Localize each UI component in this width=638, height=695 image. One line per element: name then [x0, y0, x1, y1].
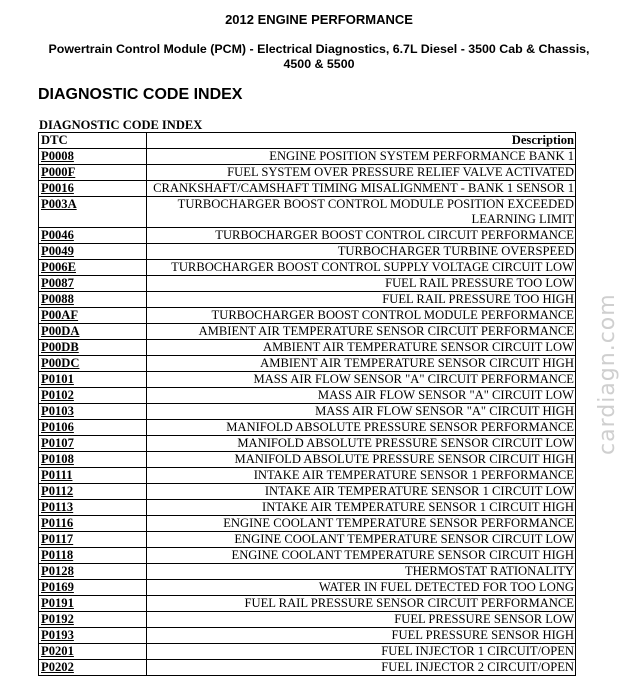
- table-row: [39, 388, 576, 404]
- dtc-description: FUEL RAIL PRESSURE TOO LOW: [147, 276, 576, 292]
- dtc-code-link[interactable]: P00DB: [39, 340, 147, 356]
- dtc-table-body: [39, 149, 576, 676]
- dtc-description: MASS AIR FLOW SENSOR "A" CIRCUIT PERFORMANCE: [147, 372, 576, 388]
- table-row: [39, 404, 576, 420]
- dtc-code-link[interactable]: P0118: [39, 548, 147, 564]
- dtc-code-link[interactable]: P0107: [39, 436, 147, 452]
- table-row: [39, 372, 576, 388]
- dtc-description: THERMOSTAT RATIONALITY: [147, 564, 576, 580]
- table-row: [39, 436, 576, 452]
- document-subtitle: [40, 42, 598, 72]
- table-row: [39, 292, 576, 308]
- dtc-description: FUEL RAIL PRESSURE TOO HIGH: [147, 292, 576, 308]
- table-row: [39, 308, 576, 324]
- dtc-code-link[interactable]: P0016: [39, 181, 147, 197]
- dtc-code-link[interactable]: P0008: [39, 149, 147, 165]
- table-row: [39, 420, 576, 436]
- table-row: [39, 500, 576, 516]
- table-row: [39, 165, 576, 181]
- table-row: [39, 532, 576, 548]
- table-row: [39, 324, 576, 340]
- dtc-code-link[interactable]: P0101: [39, 372, 147, 388]
- table-row: [39, 484, 576, 500]
- dtc-code-link[interactable]: P0192: [39, 612, 147, 628]
- dtc-code-link[interactable]: P0112: [39, 484, 147, 500]
- dtc-code-link[interactable]: P0111: [39, 468, 147, 484]
- dtc-description: ENGINE COOLANT TEMPERATURE SENSOR CIRCUIT LOW: [147, 532, 576, 548]
- table-row: [39, 452, 576, 468]
- dtc-description: ENGINE COOLANT TEMPERATURE SENSOR PERFORMANCE: [147, 516, 576, 532]
- section-heading: DIAGNOSTIC CODE INDEX: [38, 86, 243, 103]
- table-row: [39, 628, 576, 644]
- dtc-description: TURBOCHARGER BOOST CONTROL SUPPLY VOLTAGE CIRCUIT LOW: [147, 260, 576, 276]
- table-row: [39, 516, 576, 532]
- dtc-code-link[interactable]: P0108: [39, 452, 147, 468]
- watermark: cardiagn.com: [595, 293, 620, 455]
- table-row: [39, 197, 576, 228]
- dtc-description: MASS AIR FLOW SENSOR "A" CIRCUIT LOW: [147, 388, 576, 404]
- table-row: [39, 468, 576, 484]
- dtc-description: ENGINE POSITION SYSTEM PERFORMANCE BANK 1: [147, 149, 576, 165]
- table-row: [39, 228, 576, 244]
- dtc-code-link[interactable]: P0106: [39, 420, 147, 436]
- dtc-description: ENGINE COOLANT TEMPERATURE SENSOR CIRCUIT HIGH: [147, 548, 576, 564]
- dtc-description: AMBIENT AIR TEMPERATURE SENSOR CIRCUIT PERFORMANCE: [147, 324, 576, 340]
- dtc-description: TURBOCHARGER BOOST CONTROL MODULE PERFORMANCE: [147, 308, 576, 324]
- dtc-code-link[interactable]: P00AF: [39, 308, 147, 324]
- table-row: [39, 340, 576, 356]
- dtc-code-link[interactable]: P0088: [39, 292, 147, 308]
- dtc-code-link[interactable]: P0117: [39, 532, 147, 548]
- dtc-code-link[interactable]: P003A: [39, 197, 147, 228]
- dtc-description: FUEL SYSTEM OVER PRESSURE RELIEF VALVE ACTIVATED: [147, 165, 576, 181]
- dtc-code-link[interactable]: P0193: [39, 628, 147, 644]
- dtc-code-link[interactable]: P0202: [39, 660, 147, 676]
- dtc-code-link[interactable]: P0049: [39, 244, 147, 260]
- dtc-table: [38, 132, 576, 676]
- table-row: [39, 580, 576, 596]
- dtc-description: MANIFOLD ABSOLUTE PRESSURE SENSOR CIRCUIT HIGH: [147, 452, 576, 468]
- subtitle-line-1: Powertrain Control Module (PCM) - Electrical Diagnostics, 6.7L Diesel - 3500 Cab & Chassis,: [48, 42, 590, 56]
- dtc-description: FUEL PRESSURE SENSOR HIGH: [147, 628, 576, 644]
- dtc-code-link[interactable]: P0087: [39, 276, 147, 292]
- dtc-code-link[interactable]: P0116: [39, 516, 147, 532]
- dtc-code-link[interactable]: P0169: [39, 580, 147, 596]
- dtc-code-link[interactable]: P00DC: [39, 356, 147, 372]
- table-header-row: [39, 133, 576, 149]
- dtc-description: CRANKSHAFT/CAMSHAFT TIMING MISALIGNMENT - BANK 1 SENSOR 1: [147, 181, 576, 197]
- dtc-description: AMBIENT AIR TEMPERATURE SENSOR CIRCUIT HIGH: [147, 356, 576, 372]
- dtc-description: INTAKE AIR TEMPERATURE SENSOR 1 CIRCUIT LOW: [147, 484, 576, 500]
- dtc-code-link[interactable]: P00DA: [39, 324, 147, 340]
- document-title: 2012 ENGINE PERFORMANCE: [225, 12, 413, 27]
- dtc-description: MASS AIR FLOW SENSOR "A" CIRCUIT HIGH: [147, 404, 576, 420]
- table-row: [39, 612, 576, 628]
- table-caption: DIAGNOSTIC CODE INDEX: [39, 118, 203, 132]
- dtc-code-link[interactable]: P006E: [39, 260, 147, 276]
- dtc-description: FUEL RAIL PRESSURE SENSOR CIRCUIT PERFORMANCE: [147, 596, 576, 612]
- dtc-description: WATER IN FUEL DETECTED FOR TOO LONG: [147, 580, 576, 596]
- subtitle-line-2: 4500 & 5500: [283, 57, 355, 71]
- dtc-description: INTAKE AIR TEMPERATURE SENSOR 1 PERFORMANCE: [147, 468, 576, 484]
- table-row: [39, 564, 576, 580]
- dtc-description: TURBOCHARGER TURBINE OVERSPEED: [147, 244, 576, 260]
- dtc-code-link[interactable]: P0201: [39, 644, 147, 660]
- dtc-description: MANIFOLD ABSOLUTE PRESSURE SENSOR CIRCUIT LOW: [147, 436, 576, 452]
- table-row: [39, 660, 576, 676]
- dtc-description: TURBOCHARGER BOOST CONTROL CIRCUIT PERFORMANCE: [147, 228, 576, 244]
- dtc-code-link[interactable]: P0103: [39, 404, 147, 420]
- dtc-code-link[interactable]: P0113: [39, 500, 147, 516]
- dtc-description: AMBIENT AIR TEMPERATURE SENSOR CIRCUIT LOW: [147, 340, 576, 356]
- table-row: [39, 244, 576, 260]
- table-row: [39, 644, 576, 660]
- dtc-code-link[interactable]: P000F: [39, 165, 147, 181]
- dtc-description: TURBOCHARGER BOOST CONTROL MODULE POSITION EXCEEDED LEARNING LIMIT: [147, 197, 576, 228]
- table-row: [39, 356, 576, 372]
- dtc-description: MANIFOLD ABSOLUTE PRESSURE SENSOR PERFORMANCE: [147, 420, 576, 436]
- table-row: [39, 596, 576, 612]
- table-row: [39, 276, 576, 292]
- dtc-description: FUEL INJECTOR 1 CIRCUIT/OPEN: [147, 644, 576, 660]
- dtc-description: INTAKE AIR TEMPERATURE SENSOR 1 CIRCUIT HIGH: [147, 500, 576, 516]
- dtc-description: FUEL INJECTOR 2 CIRCUIT/OPEN: [147, 660, 576, 676]
- table-row: [39, 181, 576, 197]
- table-row: [39, 149, 576, 165]
- table-row: [39, 548, 576, 564]
- dtc-code-link[interactable]: P0128: [39, 564, 147, 580]
- dtc-code-link[interactable]: P0046: [39, 228, 147, 244]
- dtc-code-link[interactable]: P0191: [39, 596, 147, 612]
- dtc-description: FUEL PRESSURE SENSOR LOW: [147, 612, 576, 628]
- column-header-dtc: DTC: [39, 133, 147, 149]
- table-row: [39, 260, 576, 276]
- dtc-code-link[interactable]: P0102: [39, 388, 147, 404]
- column-header-description: Description: [147, 133, 576, 149]
